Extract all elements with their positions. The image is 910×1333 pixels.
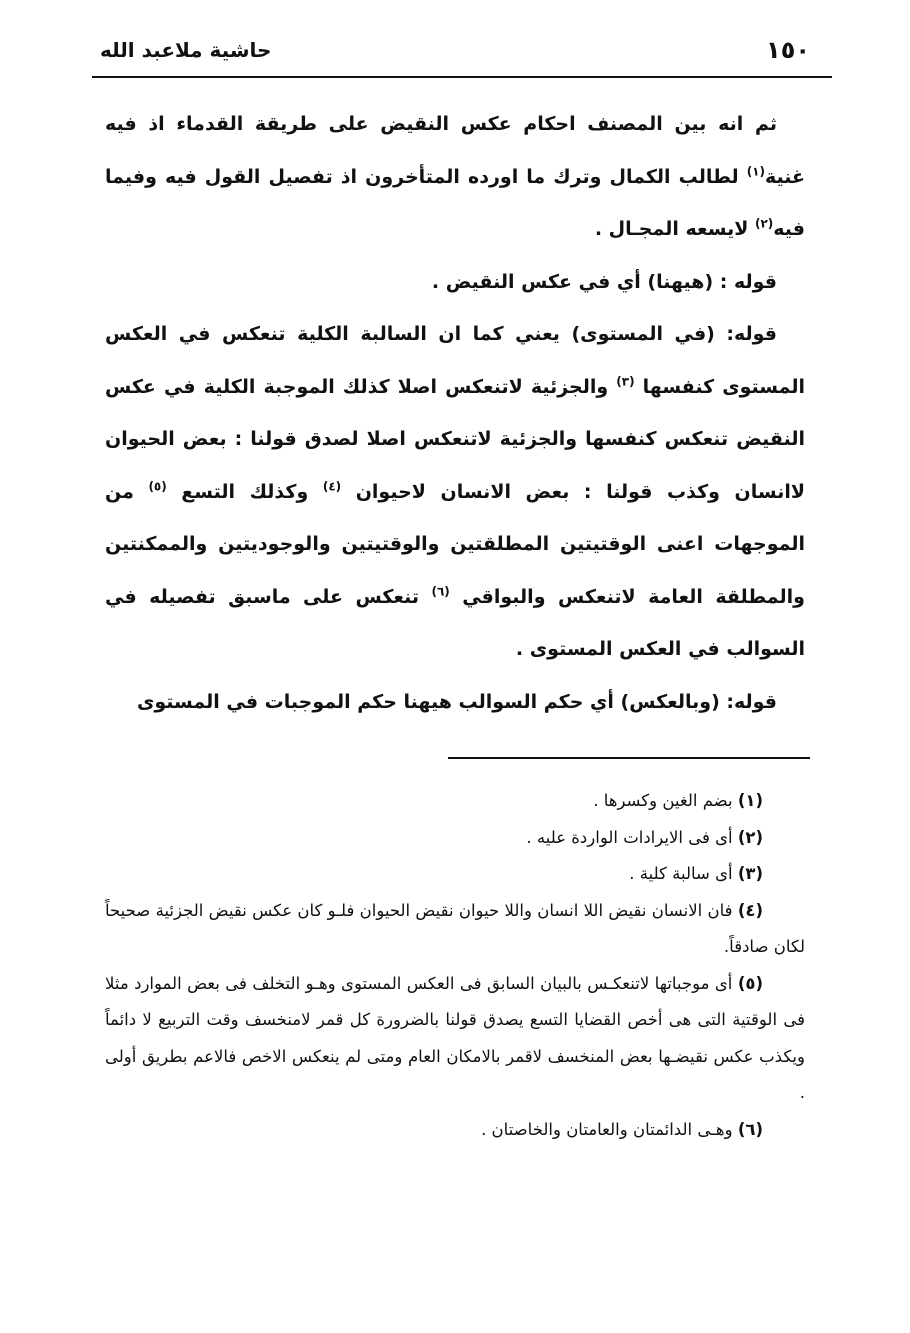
footnote-ref[interactable]: (١) [746, 164, 765, 179]
text-span: (هيهنا) أي في عكس النقيض . [431, 270, 720, 293]
footnote-4 [105, 893, 805, 966]
lemma-label: قوله : [719, 270, 777, 293]
lemma-label: قوله: [726, 690, 777, 713]
footnote-number: (٢) [737, 827, 763, 847]
running-title: حاشية ملاعبد الله [100, 38, 272, 62]
footnote-ref[interactable]: (٥) [148, 479, 167, 494]
footnote-text: أى موجباتها لاتنعكـس بالبيان السابق فى العكس المستوى وهـو التخلف فى بعض الموارد مثلا فى الوقتية التى هى أخص القضايا التسع يصدق قولنا بالضرورة كل قمر لامنخسف وقت التربيع لا دائماً ويكذب عكس نقيضـها بعض المنخسف لاقمر بالامكان العام ومتى لم ينعكس الاخص فالاعم بطريق أولى . [105, 973, 805, 1102]
text-span: لايسعه المجـال . [594, 218, 755, 240]
footnote-5 [105, 966, 805, 1112]
footnote-divider [448, 757, 810, 759]
page-header [100, 30, 810, 70]
footnote-text: وهـى الدائمتان والعامتان والخاصتان . [481, 1119, 738, 1139]
text-span: من الموجهات اعنى الوقتيتين المطلقتين والوقتيتين والوجوديتين والممكنتين والمطلقة العامة لاتنعكس والبواقي [105, 480, 805, 608]
footnote-text: أى فى الايرادات الواردة عليه . [526, 827, 738, 847]
footnote-ref[interactable]: (٤) [322, 479, 342, 494]
footnote-text: بضم الغين وكسرها . [593, 791, 738, 810]
footnote-number: (٣) [737, 864, 763, 883]
footnote-3 [105, 856, 805, 893]
text-span: تنعكس على ماسبق تفصيله في السوالب في العكس المستوى . [105, 585, 805, 660]
footnotes [105, 783, 805, 1148]
footnote-ref[interactable]: (٢) [754, 216, 774, 231]
footnote-number: (٤) [737, 900, 763, 920]
text-span: ثم انه بين المصنف احكام عكس النقيض على طريقة القدماء اذ فيه غنية [105, 113, 805, 188]
footnote-number: (٦) [737, 1119, 763, 1139]
text-span: وكذلك التسع [166, 480, 323, 503]
paragraph-3 [105, 308, 805, 676]
footnote-2 [105, 820, 805, 857]
footnote-ref[interactable]: (٦) [431, 584, 450, 599]
main-text [105, 98, 805, 728]
text-span: لطالب الكمال وترك ما اورده المتأخرون اذ تفصيل القول فيه وفيما فيه [105, 165, 805, 240]
lemma-label: قوله: [726, 323, 777, 345]
footnote-1 [105, 783, 805, 820]
text-span: (وبالعكس) أي حكم السوالب هيهنا حكم الموجبات في المستوى [136, 690, 727, 713]
footnote-text: فان الانسان نقيض اللا انسان واللا حيوان نقيض الحيوان فلـو كان عكس نقيض الجزئية صحيحاً لكان صادقاً. [105, 900, 805, 956]
footnote-ref[interactable]: (٣) [616, 374, 635, 389]
paragraph-1 [105, 98, 805, 256]
footnote-number: (١) [737, 791, 763, 810]
text-span: والجزئية لاتنعكس اصلا كذلك الموجبة الكلية في عكس النقيض تنعكس كنفسها والجزئية لاتنعكس اصلا لصدق قولنا : بعض الحيوان لاانسان وكذب قولنا : بعض الانسان لاحيوان [105, 375, 805, 503]
footnote-number: (٥) [737, 973, 763, 993]
footnote-6 [105, 1112, 805, 1149]
paragraph-2 [105, 256, 805, 309]
header-divider [92, 76, 832, 78]
page-number: ١٥٠ [766, 36, 810, 64]
text-span: (في المستوى) يعني كما ان السالبة الكلية تنعكس في العكس المستوى كنفسها [105, 323, 805, 398]
paragraph-4 [105, 676, 805, 729]
footnote-text: أى سالبة كلية . [629, 864, 738, 883]
